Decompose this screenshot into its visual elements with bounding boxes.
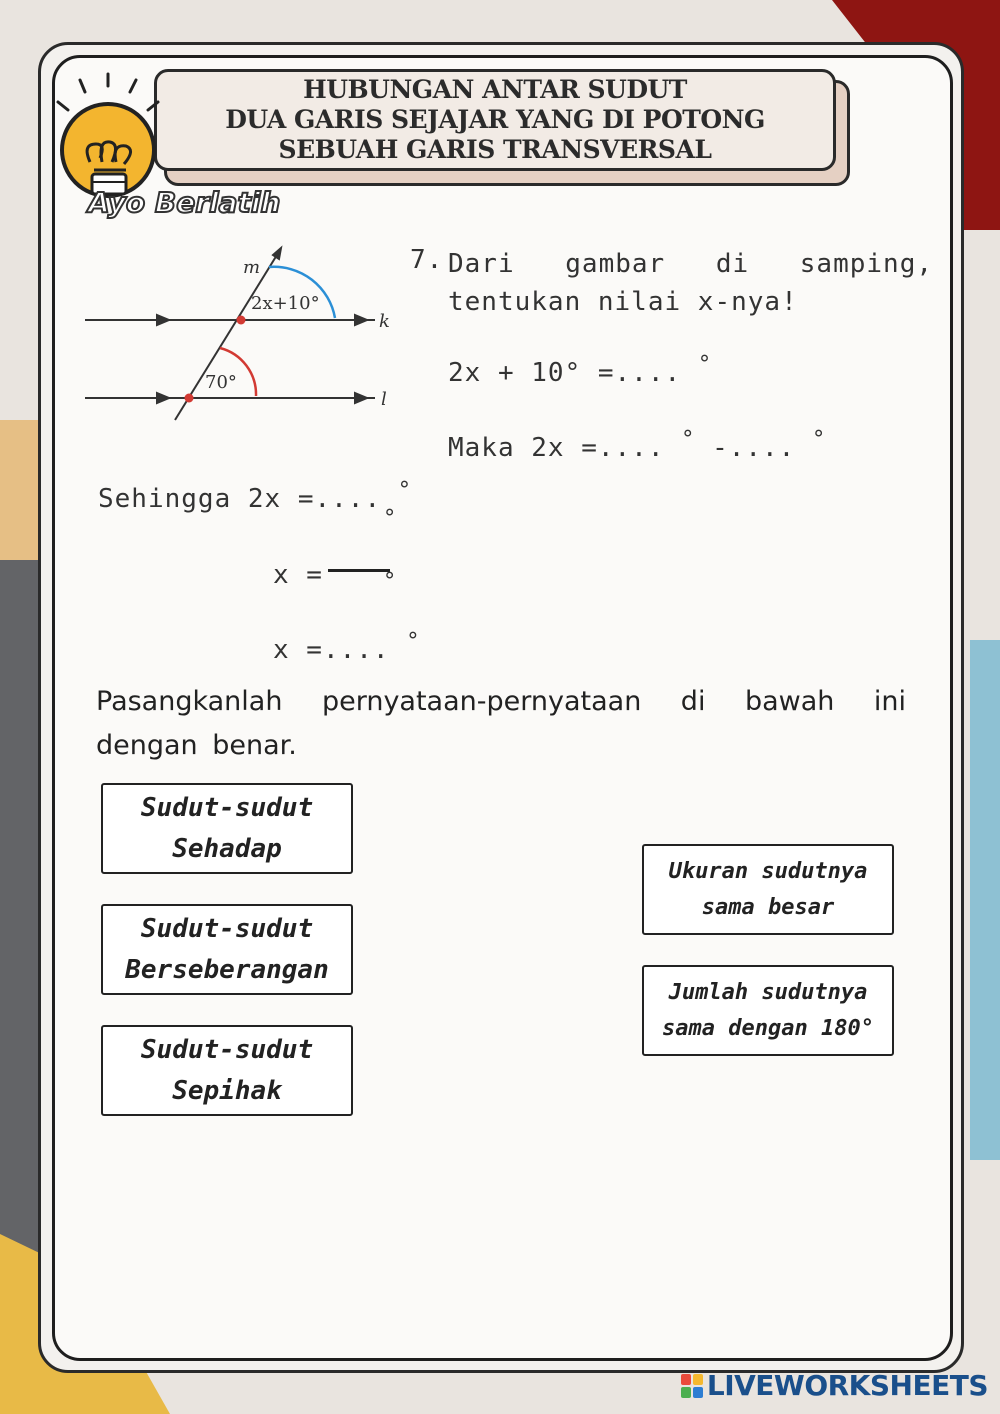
- liveworksheets-logo-icon: [681, 1374, 703, 1398]
- degree-symbol: °: [383, 506, 398, 531]
- section-label: Ayo Berlatih: [88, 186, 281, 219]
- degree-symbol: °: [681, 427, 696, 452]
- label-l: l: [381, 389, 387, 410]
- question-number: 7.: [410, 245, 444, 275]
- step-5-text: x =....: [273, 635, 390, 665]
- card-line-1: Sudut-sudut: [140, 913, 314, 944]
- degree-symbol: °: [397, 478, 413, 503]
- step-2-text-b: -....: [712, 433, 796, 463]
- step-1-text: 2x + 10° =....: [448, 358, 682, 388]
- title-line-2: DUA GARIS SEJAJAR YANG DI POTONG: [225, 105, 765, 134]
- title-box: [154, 69, 836, 171]
- match-right-card-2[interactable]: [642, 965, 894, 1056]
- background-blue-shape: [970, 640, 1000, 1160]
- fraction-line: [328, 569, 390, 572]
- fraction-numerator-degree: [383, 506, 398, 542]
- match-right-card-1[interactable]: [642, 844, 894, 935]
- match-left-card-3[interactable]: [101, 1025, 353, 1116]
- match-left-card-2[interactable]: [101, 904, 353, 995]
- step-4-text: x =: [273, 560, 323, 590]
- liveworksheets-brand: [681, 1369, 988, 1402]
- step-1: [448, 352, 713, 388]
- question-text: Dari gambar di samping, tentukan nilai x-nya!: [448, 249, 933, 317]
- card-line-1: Sudut-sudut: [140, 792, 314, 823]
- title-line-3: SEBUAH GARIS TRANSVERSAL: [278, 135, 712, 164]
- label-k: k: [379, 311, 390, 332]
- card-line-2: Sehadap: [172, 833, 282, 864]
- degree-symbol: °: [812, 427, 827, 452]
- fraction-denominator-degree: [383, 569, 398, 605]
- degree-symbol: °: [406, 629, 421, 654]
- label-m: m: [243, 257, 261, 278]
- card-line-1: Sudut-sudut: [140, 1034, 314, 1065]
- degree-symbol: °: [383, 569, 398, 594]
- step-3: [98, 478, 413, 514]
- step-5: [273, 629, 421, 665]
- matching-instruction: Pasangkanlah pernyataan-pernyataan di bawah ini dengan benar.: [96, 686, 906, 761]
- card-line-1: Jumlah sudutnya: [668, 979, 868, 1005]
- angle-label-top: 2x+10°: [251, 293, 320, 314]
- step-3-text: Sehingga 2x =....: [98, 484, 382, 514]
- step-2: [448, 427, 827, 463]
- card-line-2: sama besar: [701, 894, 835, 920]
- step-4: [273, 560, 323, 590]
- card-line-2: Berseberangan: [125, 954, 329, 985]
- title-line-1: HUBUNGAN ANTAR SUDUT: [303, 75, 687, 104]
- card-line-2: sama dengan 180°: [662, 1015, 874, 1041]
- card-line-2: Sepihak: [172, 1075, 282, 1106]
- parallel-lines-diagram: [75, 245, 405, 430]
- brand-name: LIVEWORKSHEETS: [706, 1369, 988, 1402]
- degree-symbol: °: [697, 352, 713, 377]
- step-2-text-a: Maka 2x =....: [448, 433, 665, 463]
- card-line-1: Ukuran sudutnya: [668, 858, 868, 884]
- match-left-card-1[interactable]: [101, 783, 353, 874]
- angle-label-bottom: 70°: [205, 372, 237, 393]
